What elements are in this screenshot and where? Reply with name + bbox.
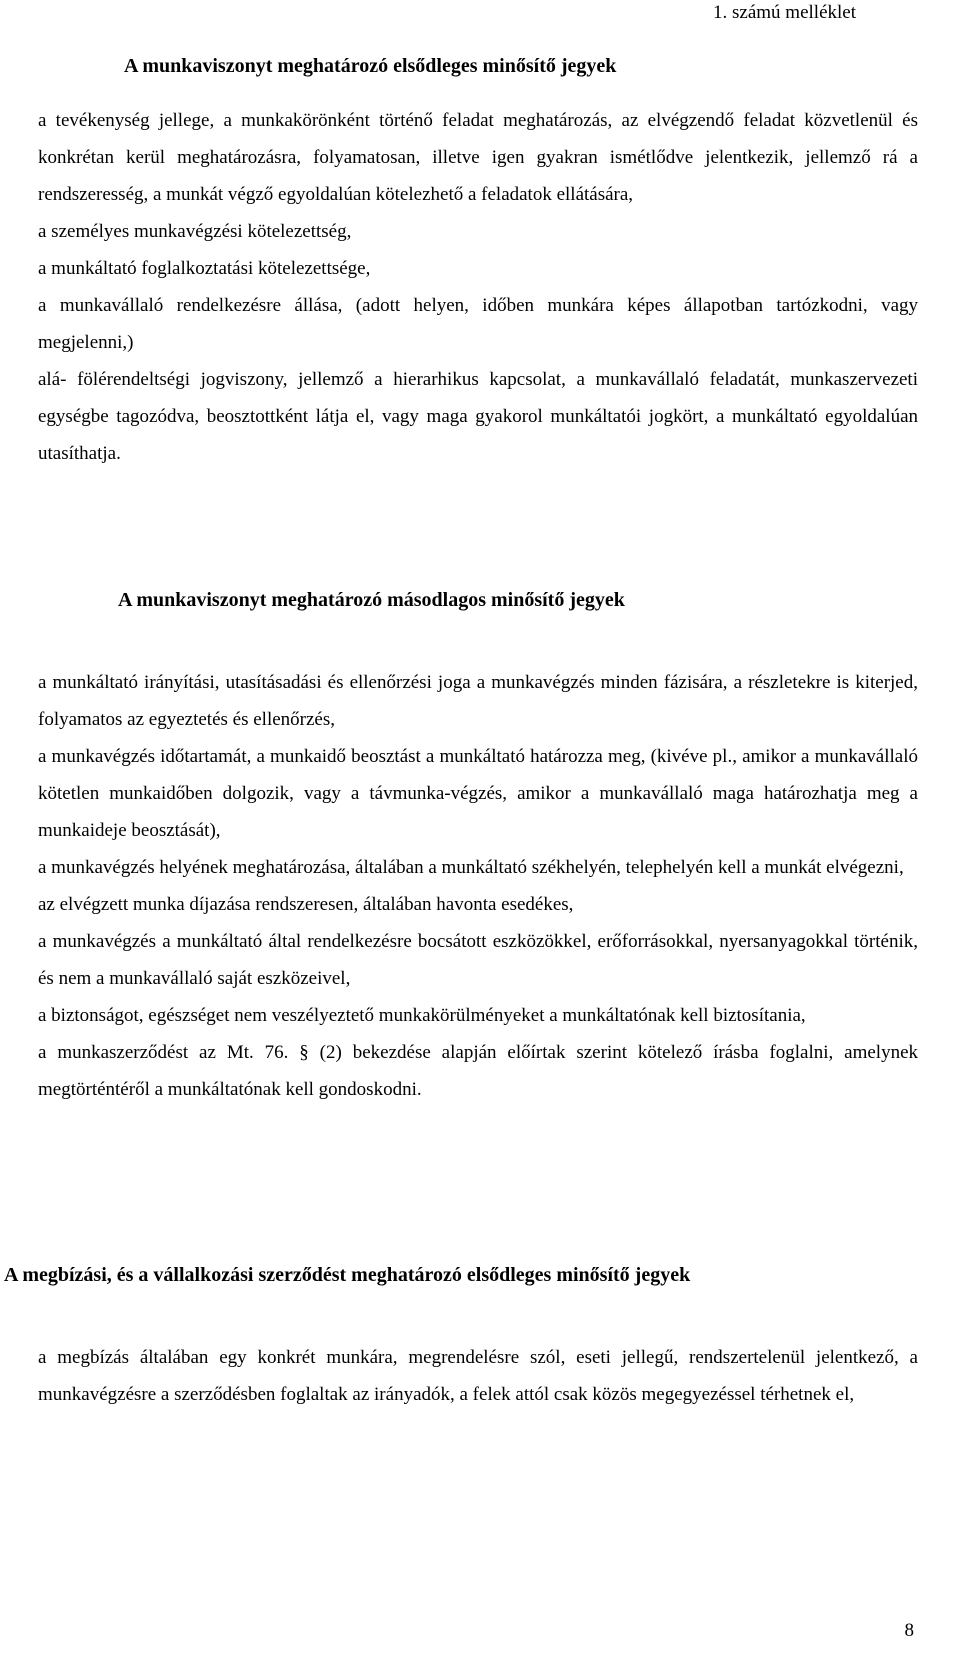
- paragraph: a munkáltató irányítási, utasításadási és ellenőrzési joga a munkavégzés minden fázisára, a részletekre is kiterjed, folyamatos az egyeztetés és ellenőrzés,: [38, 672, 918, 730]
- paragraph: a megbízás általában egy konkrét munkára, megrendelésre szól, eseti jellegű, rendszertelenül jelentkező, a munkavégzésre a szerződésben foglaltak az irányadók, a felek attól csak közös megegyezéssel térhetnek el,: [38, 1347, 918, 1405]
- section-secondary-body: [38, 664, 918, 1108]
- paragraph: a biztonságot, egészséget nem veszélyeztető munkakörülményeket a munkáltatónak kell biztosítania,: [38, 1005, 806, 1026]
- paragraph: az elvégzett munka díjazása rendszeresen, általában havonta esedékes,: [38, 894, 574, 915]
- paragraph: a munkavégzés a munkáltató által rendelkezésre bocsátott eszközökkel, erőforrásokkal, nyersanyagokkal történik, és nem a munkavállaló saját eszközeivel,: [38, 931, 918, 989]
- paragraph: a munkáltató foglalkoztatási kötelezettsége,: [38, 258, 371, 279]
- section-primary-heading: A munkaviszonyt meghatározó elsődleges minősítő jegyek: [124, 55, 617, 77]
- paragraph: a munkavégzés helyének meghatározása, általában a munkáltató székhelyén, telephelyén kell a munkát elvégezni,: [38, 857, 904, 878]
- page-number: 8: [904, 1620, 914, 1641]
- paragraph: a tevékenység jellege, a munkakörönként történő feladat meghatározás, az elvégzendő feladat közvetlenül és konkrétan kerül meghatározásra, folyamatosan, illetve igen gyakran ismétlődve jelentkezik, jellemző rá a rendszeresség, a munkát végző egyoldalúan kötelezhető a feladatok ellátására,: [38, 110, 918, 205]
- annex-label: 1. számú melléklet: [713, 2, 856, 23]
- paragraph: a munkaszerződést az Mt. 76. § (2) bekezdése alapján előírtak szerint kötelező írásba foglalni, amelynek megtörténtéről a munkáltatónak kell gondoskodni.: [38, 1042, 918, 1100]
- section-contract-heading: A megbízási, és a vállalkozási szerződést meghatározó elsődleges minősítő jegyek: [4, 1264, 691, 1286]
- section-primary-body: [38, 102, 918, 472]
- section-contract-body: [38, 1339, 918, 1413]
- paragraph: a személyes munkavégzési kötelezettség,: [38, 221, 352, 242]
- paragraph: a munkavégzés időtartamát, a munkaidő beosztást a munkáltató határozza meg, (kivéve pl., amikor a munkavállaló kötetlen munkaidőben dolgozik, vagy a távmunka-végzés, amikor a munkavállaló maga határozhatja meg a munkaideje beosztását),: [38, 746, 918, 841]
- paragraph: alá- fölérendeltségi jogviszony, jellemző a hierarhikus kapcsolat, a munkavállaló feladatát, munkaszervezeti egységbe tagozódva, beosztottként látja el, vagy maga gyakorol munkáltatói jogkört, a munkáltató egyoldalúan utasíthatja.: [38, 369, 918, 464]
- paragraph: a munkavállaló rendelkezésre állása, (adott helyen, időben munkára képes állapotban tartózkodni, vagy megjelenni,): [38, 295, 918, 353]
- section-secondary-heading: A munkaviszonyt meghatározó másodlagos minősítő jegyek: [118, 589, 625, 611]
